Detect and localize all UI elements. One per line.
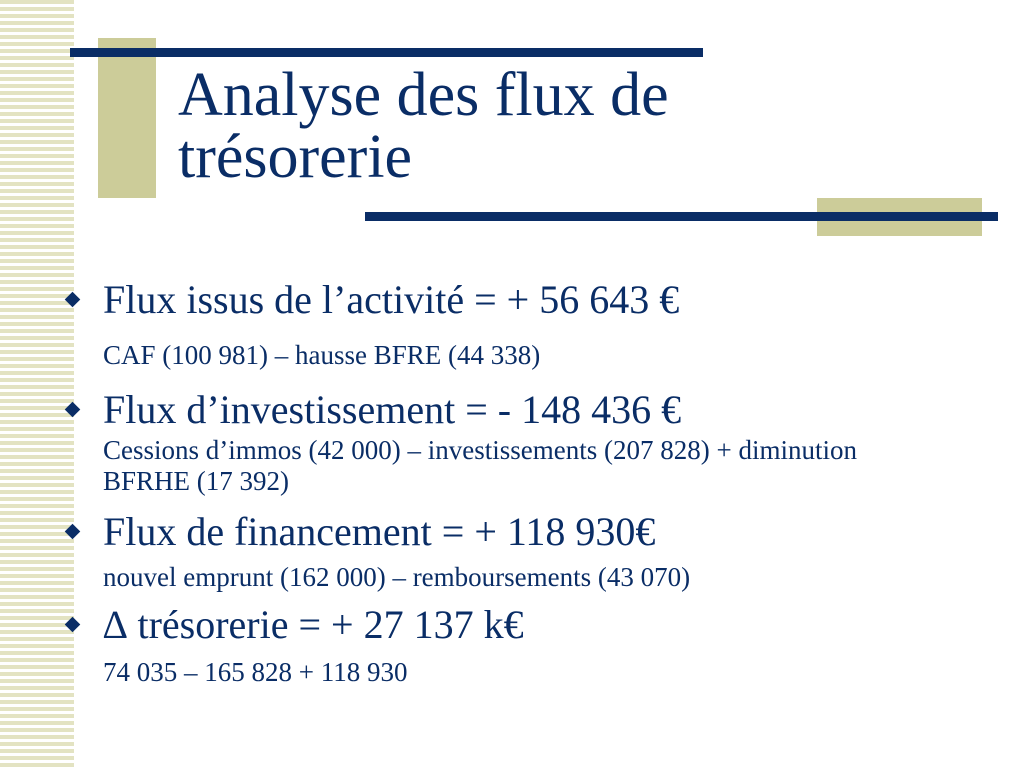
bullet-detail: nouvel emprunt (162 000) – remboursements (43 070) — [103, 562, 691, 592]
slide-title: Analyse des flux de trésorerie — [178, 61, 669, 191]
bullet-heading: Flux d’investissement = - 148 436 € — [103, 387, 682, 432]
title-accent-block — [98, 38, 156, 198]
bullet-heading: Flux issus de l’activité = + 56 643 € — [103, 277, 680, 322]
title-bottom-rule — [365, 212, 998, 221]
bullet-heading: Flux de financement = + 118 930€ — [103, 509, 656, 554]
bullet-heading: ∆ trésorerie = + 27 137 k€ — [103, 602, 524, 647]
left-stripe-decoration — [0, 0, 74, 768]
bullet-detail: 74 035 – 165 828 + 118 930 — [103, 657, 408, 687]
title-top-rule — [70, 48, 703, 57]
bullet-detail: CAF (100 981) – hausse BFRE (44 338) — [103, 340, 541, 370]
bullet-detail: Cessions d’immos (42 000) – investissements (207 828) + diminution BFRHE (17 392) — [103, 435, 857, 497]
